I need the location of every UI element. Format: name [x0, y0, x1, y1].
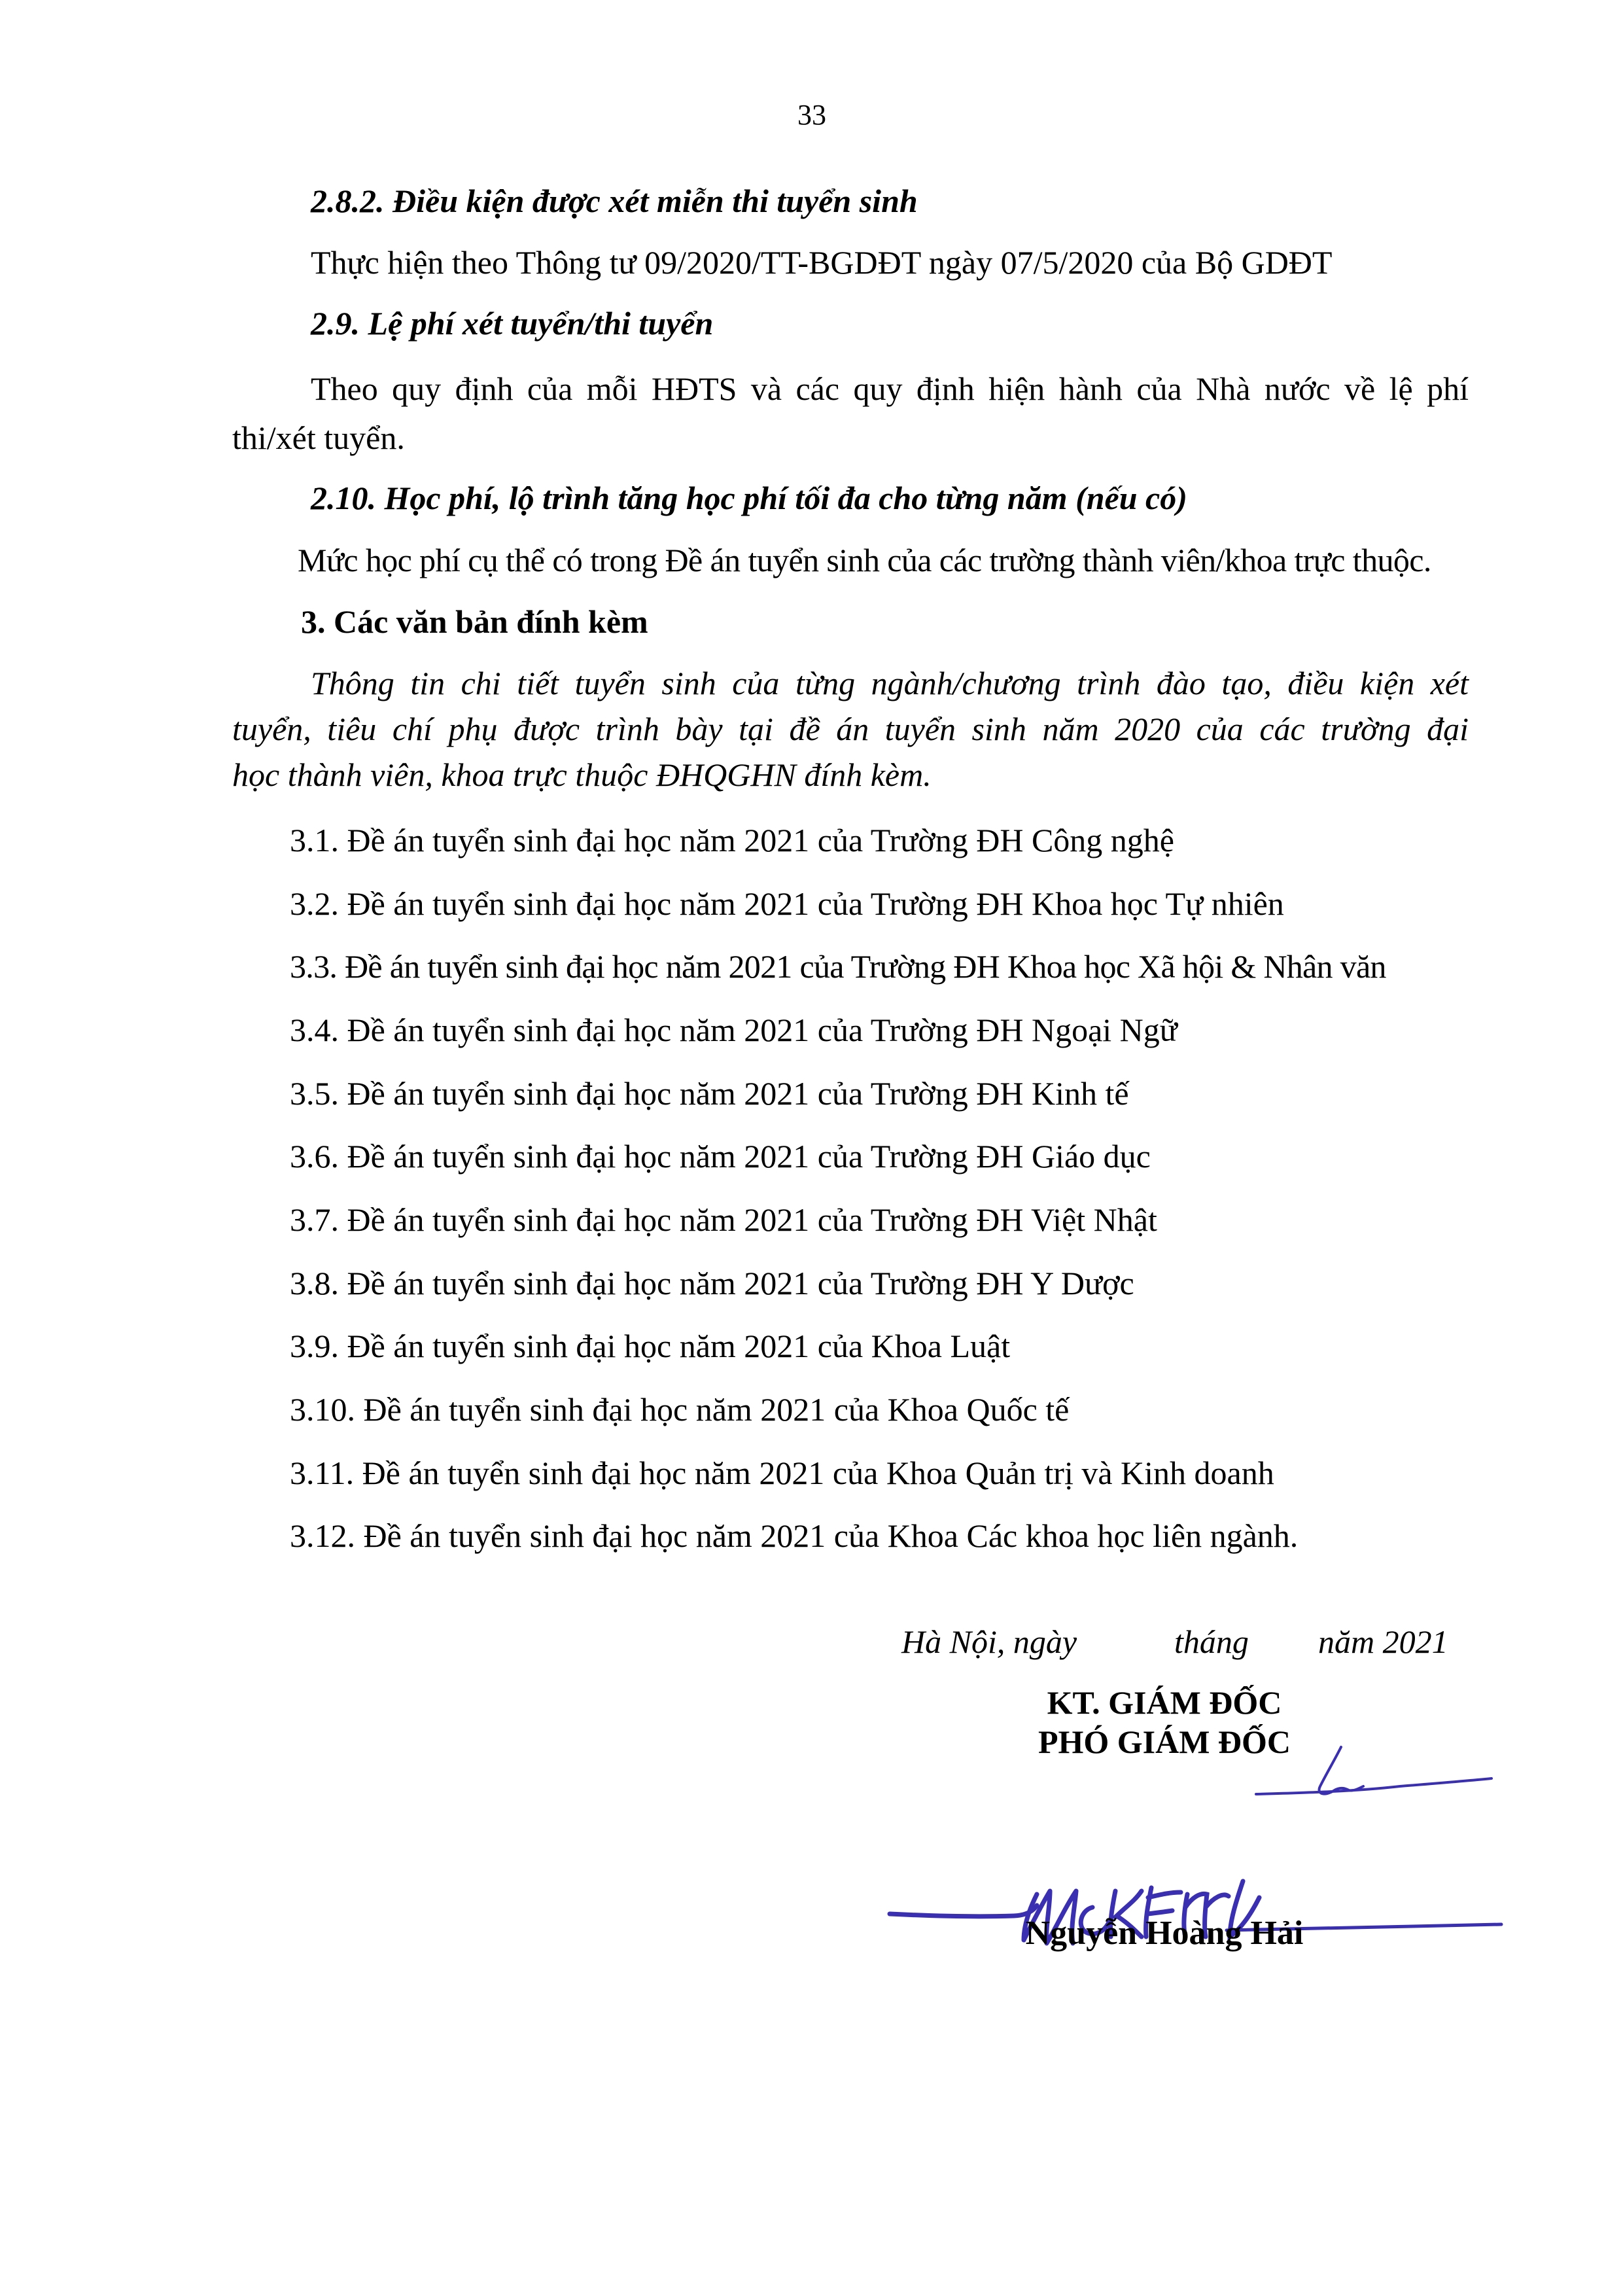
- section-3-intro-line3: học thành viên, khoa trực thuộc ĐHQGHN đính kèm.: [232, 756, 932, 793]
- section-3-intro-line2: tuyển, tiêu chí phụ được trình bày tại đề án tuyển sinh năm 2020 của các trường đại: [232, 711, 1469, 747]
- attachment-item: 3.1. Đề án tuyển sinh đại học năm 2021 của Trường ĐH Công nghệ: [290, 822, 1175, 858]
- attachment-item: 3.4. Đề án tuyển sinh đại học năm 2021 của Trường ĐH Ngoại Ngữ: [290, 1012, 1178, 1048]
- attachment-item: 3.3. Đề án tuyển sinh đại học năm 2021 của Trường ĐH Khoa học Xã hội & Nhân văn: [290, 948, 1386, 985]
- section-2-10-body: Mức học phí cụ thể có trong Đề án tuyển sinh của các trường thành viên/khoa trực thuộc.: [298, 542, 1431, 578]
- section-2-9-body-line2: thi/xét tuyển.: [232, 419, 405, 456]
- section-2-9-body-line1: Theo quy định của mỗi HĐTS và các quy định hiện hành của Nhà nước về lệ phí: [311, 370, 1469, 407]
- signer-title-line1: KT. GIÁM ĐỐC: [1047, 1684, 1282, 1721]
- place-date-place: Hà Nội, ngày: [901, 1623, 1077, 1660]
- attachment-item: 3.5. Đề án tuyển sinh đại học năm 2021 của Trường ĐH Kinh tế: [290, 1075, 1129, 1112]
- attachment-item: 3.10. Đề án tuyển sinh đại học năm 2021 của Khoa Quốc tế: [290, 1391, 1070, 1428]
- page-number: 33: [797, 99, 826, 131]
- place-date-year: năm 2021: [1318, 1623, 1448, 1660]
- signer-name: Nguyễn Hoàng Hải: [1025, 1915, 1304, 1952]
- section-2-8-2-body: Thực hiện theo Thông tư 09/2020/TT-BGDĐT ngày 07/5/2020 của Bộ GDĐT: [311, 244, 1333, 281]
- attachment-item: 3.7. Đề án tuyển sinh đại học năm 2021 của Trường ĐH Việt Nhật: [290, 1201, 1157, 1238]
- attachment-item: 3.8. Đề án tuyển sinh đại học năm 2021 của Trường ĐH Y Dược: [290, 1265, 1134, 1301]
- initial-mark-icon: [1243, 1734, 1505, 1812]
- signer-title-line2: PHÓ GIÁM ĐỐC: [1038, 1723, 1291, 1760]
- section-2-8-2-heading: 2.8.2. Điều kiện được xét miễn thi tuyển sinh: [311, 183, 918, 219]
- attachment-item: 3.11. Đề án tuyển sinh đại học năm 2021 của Khoa Quản trị và Kinh doanh: [290, 1455, 1274, 1491]
- attachment-item: 3.12. Đề án tuyển sinh đại học năm 2021 của Khoa Các khoa học liên ngành.: [290, 1517, 1299, 1554]
- place-date-month: tháng: [1174, 1623, 1249, 1660]
- attachment-item: 3.9. Đề án tuyển sinh đại học năm 2021 của Khoa Luật: [290, 1328, 1011, 1364]
- section-2-9-heading: 2.9. Lệ phí xét tuyển/thi tuyển: [311, 305, 714, 342]
- section-3-intro-line1: Thông tin chi tiết tuyển sinh của từng ngành/chương trình đào tạo, điều kiện xét: [311, 665, 1469, 701]
- section-2-10-heading: 2.10. Học phí, lộ trình tăng học phí tối đa cho từng năm (nếu có): [311, 480, 1187, 516]
- attachment-item: 3.2. Đề án tuyển sinh đại học năm 2021 của Trường ĐH Khoa học Tự nhiên: [290, 885, 1284, 922]
- section-3-heading: 3. Các văn bản đính kèm: [301, 603, 648, 640]
- attachment-item: 3.6. Đề án tuyển sinh đại học năm 2021 của Trường ĐH Giáo dục: [290, 1138, 1151, 1174]
